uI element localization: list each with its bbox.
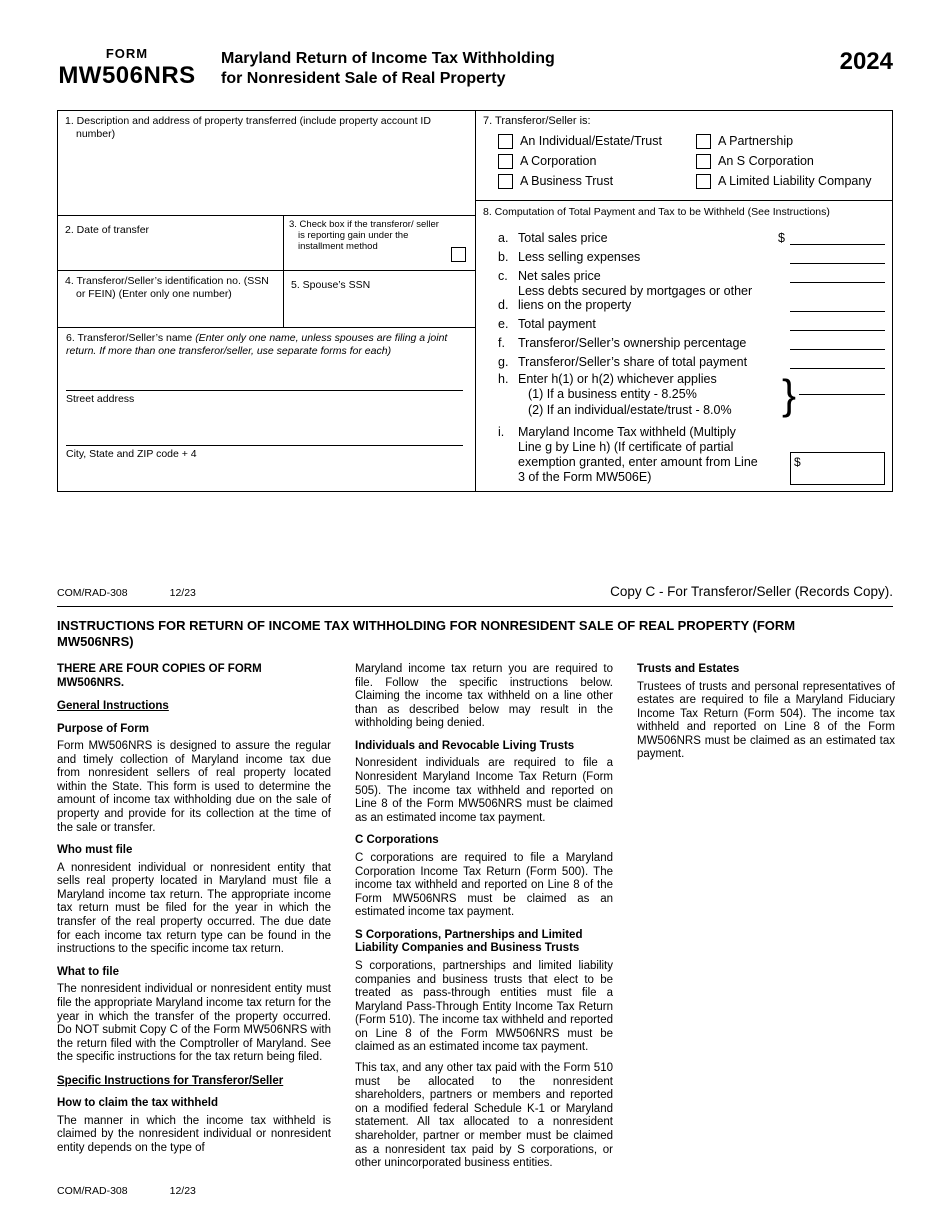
instruction-paragraph: The nonresident individual or nonresident entity must file the appropriate Maryland income tax return for the year in which the transfer of the property occurred. Do NOT submit Copy C of the Form MW506NRS with the return filed with the Comptroller of Maryland. See the specific instructions for the tax return being filed. [57, 983, 331, 1064]
seller-name-label [66, 332, 466, 357]
currency-symbol: $ [778, 230, 785, 245]
amount-line-b[interactable] [790, 251, 885, 264]
instructions-column-2 [355, 663, 613, 1178]
option-label: A Limited Liability Company [718, 174, 872, 188]
spouse-ssn-cell[interactable] [284, 271, 475, 327]
instruction-subheading: Purpose of Form [57, 722, 150, 735]
instruction-paragraph: Form MW506NRS is designed to assure the regular and timely collection of Maryland income tax due from nonresident sellers of real property located within the State. This form is used to determine the amount of income tax withholding due on the sale of property and provide for its collection at the time of the sale or transfer. [57, 740, 331, 834]
option-label: An S Corporation [718, 154, 814, 168]
amount-line-h[interactable] [799, 394, 885, 395]
row-transfer-date [58, 216, 475, 271]
row-letter: h. [498, 371, 509, 386]
instructions-heading: INSTRUCTIONS FOR RETURN OF INCOME TAX WITHHOLDING FOR NONRESIDENT SALE OF REAL PROPERTY (FORM MW506NRS) [57, 618, 796, 649]
amount-line-c[interactable] [790, 270, 885, 283]
amount-line-f[interactable] [790, 337, 885, 350]
seller-type-section [476, 111, 892, 201]
instructions-column-1 [57, 663, 331, 1178]
city-state-zip-label: City, State and ZIP code + 4 [66, 448, 197, 460]
form-id-block [57, 46, 197, 90]
instruction-subheading: C Corporations [355, 834, 439, 847]
option-corporation [498, 154, 696, 169]
computation-rows [483, 227, 885, 486]
currency-symbol: $ [794, 455, 801, 469]
form-title [221, 46, 555, 89]
tax-year: 2024 [839, 48, 893, 75]
form-right-column [475, 111, 892, 491]
option-label: A Partnership [718, 134, 794, 148]
tax-withheld-label: Maryland Income Tax withheld (Multiply Line g by Line h) (If certificate of partial exemption granted, enter amount from Line 3 of the Form MW506E) [518, 425, 758, 484]
instruction-subheading: Trusts and Estates [637, 663, 740, 675]
revision-date: 12/23 [169, 587, 196, 599]
row-fill [778, 251, 885, 264]
property-description-label: 1. Description and address of property transferred (include property account ID number) [65, 115, 431, 140]
seller-type-options [483, 134, 885, 189]
instruction-subheading: S Corporations, Partnerships and Limited Liability Companies and Business Trusts [355, 928, 583, 955]
computation-row-d [498, 284, 885, 312]
installment-method-label: 3. Check box if the transferor/ seller is reporting gain under the installment method [289, 219, 439, 252]
computation-row-a [498, 227, 885, 245]
page-footer [57, 1185, 196, 1197]
property-description-cell[interactable] [58, 111, 475, 216]
row-text: Less debts secured by mortgages or other liens on the property [518, 283, 753, 312]
rate-business-entity: (1) If a business entity - 8.25% [528, 387, 697, 401]
row-fill [778, 299, 885, 312]
revision-date: 12/23 [169, 1185, 196, 1197]
row-fill [778, 356, 885, 369]
form-title-line2: for Nonresident Sale of Real Property [221, 70, 506, 87]
amount-line-g[interactable] [790, 356, 885, 369]
row-letter: c. [498, 268, 508, 283]
instruction-paragraph: A nonresident individual or nonresident entity that sells real property located in Maryland must file a Maryland income tax return. The appropriate income tax return must be filed for the year in which the transfer of the real property occurred. The due date for each income tax return type can be found in the instructions to the specific income tax return. [57, 861, 331, 956]
seller-id-cell[interactable] [58, 271, 284, 327]
instructions-columns [57, 663, 893, 1178]
form-label: FORM [105, 46, 149, 61]
seller-name-cell[interactable] [58, 328, 475, 491]
seller-type-label: 7. Transferor/Seller is: [483, 115, 591, 127]
rate-choice-lines [518, 372, 780, 419]
checkbox-corporation[interactable] [498, 154, 513, 169]
rate-individual: (2) If an individual/estate/trust - 8.0% [528, 402, 732, 417]
form-body [57, 110, 893, 492]
amount-line-a[interactable] [790, 232, 885, 245]
form-number: MW506NRS [58, 62, 196, 89]
instruction-subheading: What to file [57, 965, 119, 978]
checkbox-s-corporation[interactable] [696, 154, 711, 169]
option-business-trust [498, 174, 696, 189]
row-text: Total sales price [518, 230, 608, 245]
computation-row-h [498, 372, 885, 419]
computation-row-i [498, 425, 885, 485]
instruction-subheading: Who must file [57, 844, 133, 857]
form-left-column [58, 111, 475, 491]
row-letter: f. [498, 335, 505, 350]
row-letter: a. [498, 230, 509, 245]
option-partnership [696, 134, 885, 149]
computation-row-f [498, 332, 885, 350]
checkbox-llc[interactable] [696, 174, 711, 189]
installment-method-cell [284, 216, 475, 270]
instruction-paragraph: The manner in which the income tax withheld is claimed by the nonresident individual or nonresident entity depends on the type of [57, 1114, 331, 1155]
option-label: An Individual/Estate/Trust [520, 134, 662, 148]
street-address-block [66, 390, 463, 405]
seller-name-label-main: 6. Transferor/Seller’s name [66, 332, 193, 344]
instruction-paragraph: Maryland income tax return you are required to file. Follow the specific instructions below. Claiming the income tax withheld on a line other than as described below may result in the withholding being denied. [355, 663, 613, 730]
instructions-column-3 [637, 663, 895, 1178]
amount-line-e[interactable] [790, 318, 885, 331]
checkbox-individual-estate-trust[interactable] [498, 134, 513, 149]
form-footer [57, 584, 893, 599]
row-letter: i. [498, 425, 505, 439]
form-header [57, 46, 893, 90]
form-title-line1: Maryland Return of Income Tax Withholding [221, 50, 555, 67]
instruction-paragraph: Trustees of trusts and personal representatives of estates are required to file a Maryland Fiduciary Income Tax Return (Form 504). The income tax withheld and reported on Line 8 of the Form MW506NRS must be claimed as an estimated tax payment. [637, 680, 895, 761]
spouse-ssn-label: 5. Spouse’s SSN [291, 279, 371, 291]
row-letter: e. [498, 316, 509, 331]
instruction-paragraph: S corporations, partnerships and limited liability companies and business trusts that elect to be treated as pass-through entities must file a Maryland Pass-Through Entity Income Tax Return (Form 510). The income tax withheld and reported on Line 8 of the Form MW506NRS must be claimed as an estimated income tax payment. [355, 959, 613, 1054]
row-letter: d. [498, 297, 509, 312]
row-text: Transferor/Seller’s ownership percentage [518, 335, 747, 350]
seller-id-label: 4. Transferor/Seller’s identification no. (SSN or FEIN) (Enter only one number) [65, 275, 269, 300]
street-address-label: Street address [66, 393, 135, 405]
instruction-paragraph: Nonresident individuals are required to file a Nonresident Maryland Income Tax Return (Form 505). The income tax withheld and reported on Line 8 of the Form MW506NRS must be claimed as an estimated income tax payment. [355, 757, 613, 824]
row-fill [778, 337, 885, 350]
row-fill [778, 270, 885, 283]
computation-row-e [498, 313, 885, 331]
com-rad-code: COM/RAD-308 [57, 1185, 128, 1197]
instruction-paragraph: C corporations are required to file a Maryland Corporation Income Tax Return (Form 500). The income tax withheld and reported on Line 8 of the Form MW506NRS must be claimed as an estimated income tax payment. [355, 851, 613, 919]
row-text: Less selling expenses [518, 249, 641, 264]
amount-line-d[interactable] [790, 299, 885, 312]
street-address-line[interactable] [66, 390, 463, 391]
option-llc [696, 174, 885, 189]
instruction-subheading: General Instructions [57, 700, 169, 712]
seller-name-label-note: (Enter only one name, unless spouses are filing a joint return. If more than one transferor/seller, use separate forms for each) [66, 332, 448, 357]
com-rad-code: COM/RAD-308 [57, 587, 128, 599]
date-of-transfer-label: 2. Date of transfer [65, 224, 150, 236]
instruction-subheading: Individuals and Revocable Living Trusts [355, 739, 575, 752]
checkbox-partnership[interactable] [696, 134, 711, 149]
installment-method-checkbox[interactable] [451, 247, 466, 262]
computation-section [476, 201, 892, 491]
brace-glyph: } [781, 370, 796, 418]
city-state-zip-line[interactable] [66, 445, 463, 446]
row-text: Total payment [518, 316, 596, 331]
option-label: A Corporation [520, 154, 597, 168]
date-of-transfer-cell[interactable] [58, 216, 284, 270]
checkbox-business-trust[interactable] [498, 174, 513, 189]
row-fill [778, 231, 885, 245]
row-text: Net sales price [518, 268, 601, 283]
option-s-corporation [696, 154, 885, 169]
computation-row-g [498, 351, 885, 369]
row-text: Transferor/Seller’s share of total payment [518, 354, 748, 369]
rate-choice-intro: Enter h(1) or h(2) whichever applies [518, 371, 717, 386]
instruction-paragraph: This tax, and any other tax paid with the Form 510 must be allocated to the nonresident shareholders, partners or members and reported on a modified federal Schedule K-1 or Maryland statement. All tax allocated to a nonresident shareholder, partner or member must be claimed as a nonresident tax paid by S corporations, or other unincorporated business entities. [355, 1062, 613, 1170]
copy-designation: Copy C - For Transferor/Seller (Records Copy). [610, 584, 893, 599]
option-individual-estate-trust [498, 134, 696, 149]
row-letter: g. [498, 354, 509, 369]
tax-withheld-amount-box[interactable] [790, 452, 885, 485]
option-label: A Business Trust [520, 174, 614, 188]
computation-row-c [498, 265, 885, 283]
section-divider [57, 606, 893, 607]
city-state-zip-block [66, 445, 463, 460]
computation-row-b [498, 246, 885, 264]
instruction-subheading: THERE ARE FOUR COPIES OF FORM MW506NRS. [57, 663, 262, 689]
computation-label: 8. Computation of Total Payment and Tax to be Withheld (See Instructions) [483, 206, 830, 218]
row-fill [778, 318, 885, 331]
row-letter: b. [498, 249, 509, 264]
row-identification [58, 271, 475, 328]
instruction-subheading: Specific Instructions for Transferor/Seller [57, 1074, 284, 1087]
instruction-subheading: How to claim the tax withheld [57, 1097, 219, 1110]
